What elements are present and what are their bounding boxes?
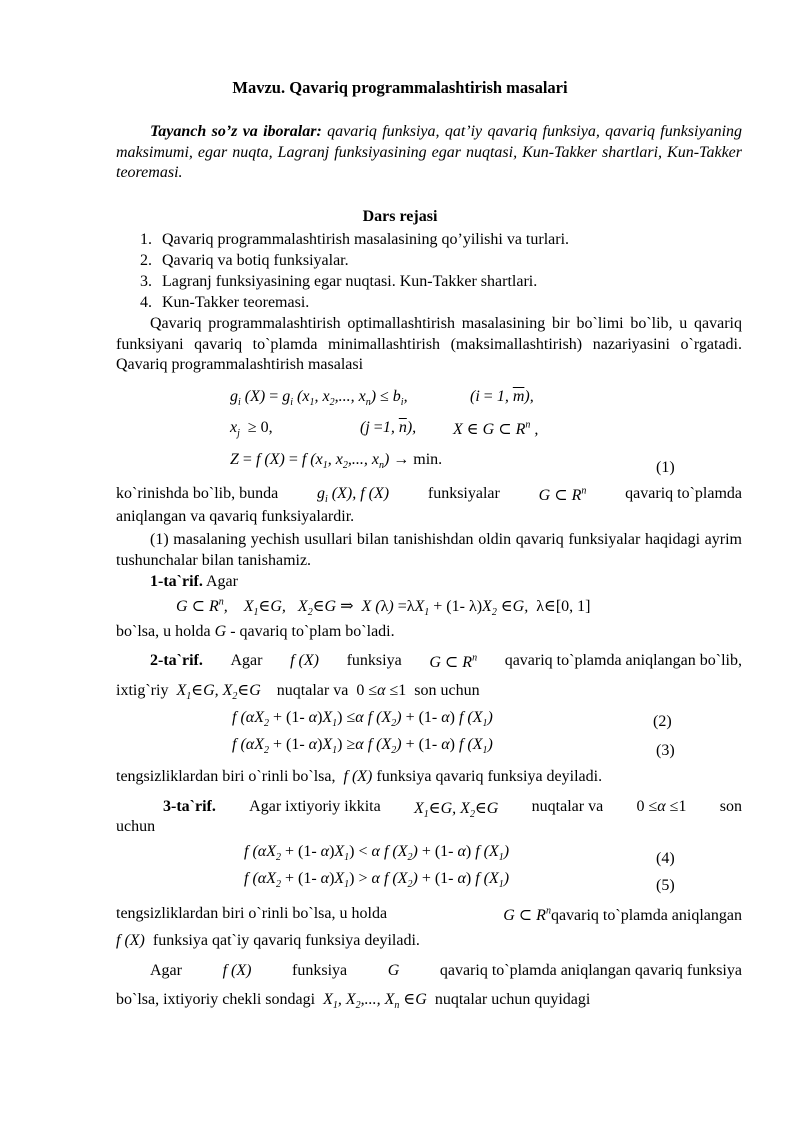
after-formula-1-line-2: aniqlangan va qavariq funksiyalardir. — [116, 508, 355, 525]
after-formula-1-line-1: ko`rinishda bo`lib, bunda $g_i$ (X), f (X) funksiyalar G ⊂ $R^n$ qavariq to`plamda — [116, 485, 742, 506]
formula-1-index-j: (j =1, $\overline{n}$), — [360, 419, 417, 436]
definition-1-formula: G ⊂ $R^n$, $X_1\in G$, $X_2\in G$ ⇒ X $(\lambda) =\lambda X_1 + (1-$ $\lambda)X_2$ ∈G, λ∈[0, 1] — [176, 596, 591, 619]
final-line-2: bo`lsa, ixtiyoriy chekli sondagi $X_1$, $X_2$,..., $X_n$ ∈G nuqtalar uchun quyidagi — [116, 991, 591, 1012]
definition-3-conclusion-1: tengsizliklardan biri o`rinli bo`lsa, u holda G ⊂ $R^nqavariq$ to`plamda aniqlangan — [116, 905, 742, 924]
inequality-5: f ($\alpha X_2 + (1-$ $\alpha)X_1) > \alpha$ f $(X_2) + (1-$ α) f $(X_1)$ — [244, 870, 510, 891]
intro-paragraph: Qavariq programmalashtirish optimallashtirish masalasining bir bo`limi bo`lib, u qavariq funksiyani qavariq to`plamda minimallashtirish (maksimallashtirish) nazariyasini o`rgatadi. Qavariq programmalashtirish masalasi — [116, 315, 742, 373]
plan-list — [140, 229, 569, 313]
inequality-3-label: (3) — [656, 742, 675, 759]
page-title: Mavzu. Qavariq programmalashtirish masalari — [232, 78, 568, 97]
paragraph-2: (1) masalaning yechish usullari bilan tanishishdan oldin qavariq funksiyalar haqidagi ayrim tushunchalar bilan tanishamiz. — [116, 531, 742, 569]
formula-1-index-i: (i = 1, $\overline{m}$), — [470, 388, 534, 405]
keywords-paragraph — [116, 122, 742, 184]
plan-item: 4. Kun-Takker teoremasi. — [140, 294, 310, 311]
definition-2-line-2: ixtig`riy $X_1\in G$, $X_2\in G$ nuqtalar va 0 ≤α ≤1 son uchun — [116, 682, 480, 703]
inequality-2: f ($\alpha X_2 + (1-$ $\alpha)X_1) \le\alpha$ f $(X_2) + (1-$ α) f $(X_1)$ — [232, 709, 493, 730]
keywords-text: qavariq funksiya, qat’iy qavariq funksiya, qavariq funksiyaning maksimumi, egar nuqta, Lagranj funksiyasining egar nuqtasi, Kun-Takker shartlari, Kun-Takker teoremasi. — [116, 123, 743, 181]
formula-1-label: (1) — [656, 459, 675, 476]
definition-2-line-1: 2-ta`rif. Agar f (X) funksiya G ⊂ $R^n$ qavariq to`plamda aniqlangan bo`lib, — [150, 652, 742, 671]
definition-1-conclusion: bo`lsa, u holda G - qavariq to`plam bo`ladi. — [116, 623, 395, 640]
plan-item: 2. Qavariq va botiq funksiyalar. — [140, 252, 349, 269]
inequality-3: f ($\alpha X_2 + (1-$ $\alpha)X_1) \ge\alpha$ f $(X_2) + (1-$ α) f $(X_1)$ — [232, 736, 493, 757]
definition-1-heading: 1-ta`rif. Agar — [150, 573, 238, 590]
inequality-4-label: (4) — [656, 850, 675, 867]
definition-3-line-2: uchun — [116, 818, 156, 835]
formula-1-set: X ∈ G ⊂ $R^n$ , — [453, 419, 539, 438]
plan-item: 1. Qavariq programmalashtirish masalasining qo’yilishi va turlari. — [140, 231, 570, 248]
plan-title: Dars rejasi — [362, 208, 438, 225]
formula-1-line-1: $g_i$ $(X) = g_i$ ($x_1$, $x_2$,..., $x_n) \le b_i$, — [230, 388, 408, 409]
plan-item: 3. Lagranj funksiyasining egar nuqtasi. Kun-Takker shartlari. — [140, 273, 538, 290]
inequality-2-label: (2) — [653, 713, 672, 730]
definition-2-conclusion: tengsizliklardan biri o`rinli bo`lsa, f (X) funksiya qavariq funksiya deyiladi. — [116, 768, 603, 785]
inequality-4: f ($\alpha X_2 + (1-$ $\alpha)X_1) < \alpha$ f $(X_2) + (1-$ α) f $(X_1)$ — [244, 843, 510, 864]
definition-3-conclusion-2: f (X) funksiya qat`iy qavariq funksiya deyiladi. — [116, 932, 420, 949]
keywords-label: Tayanch so’z va iboralar: — [150, 123, 322, 140]
formula-1-line-3: Z = f (X) = f ($x_1$, $x_2$,..., $x_n) \to \min$. — [230, 451, 443, 472]
inequality-5-label: (5) — [656, 877, 675, 894]
final-line-1: Agar f (X) funksiya G qavariq to`plamda aniqlangan qavariq funksiya — [150, 962, 742, 979]
definition-3-line-1: 3-ta`rif. Agar ixtiyoriy ikkita $X_1\in G$, $X_2\in G$ nuqtalar va 0 ≤α ≤1 son — [163, 798, 742, 821]
formula-1-line-2: $x_j \ge 0$, — [230, 419, 273, 440]
